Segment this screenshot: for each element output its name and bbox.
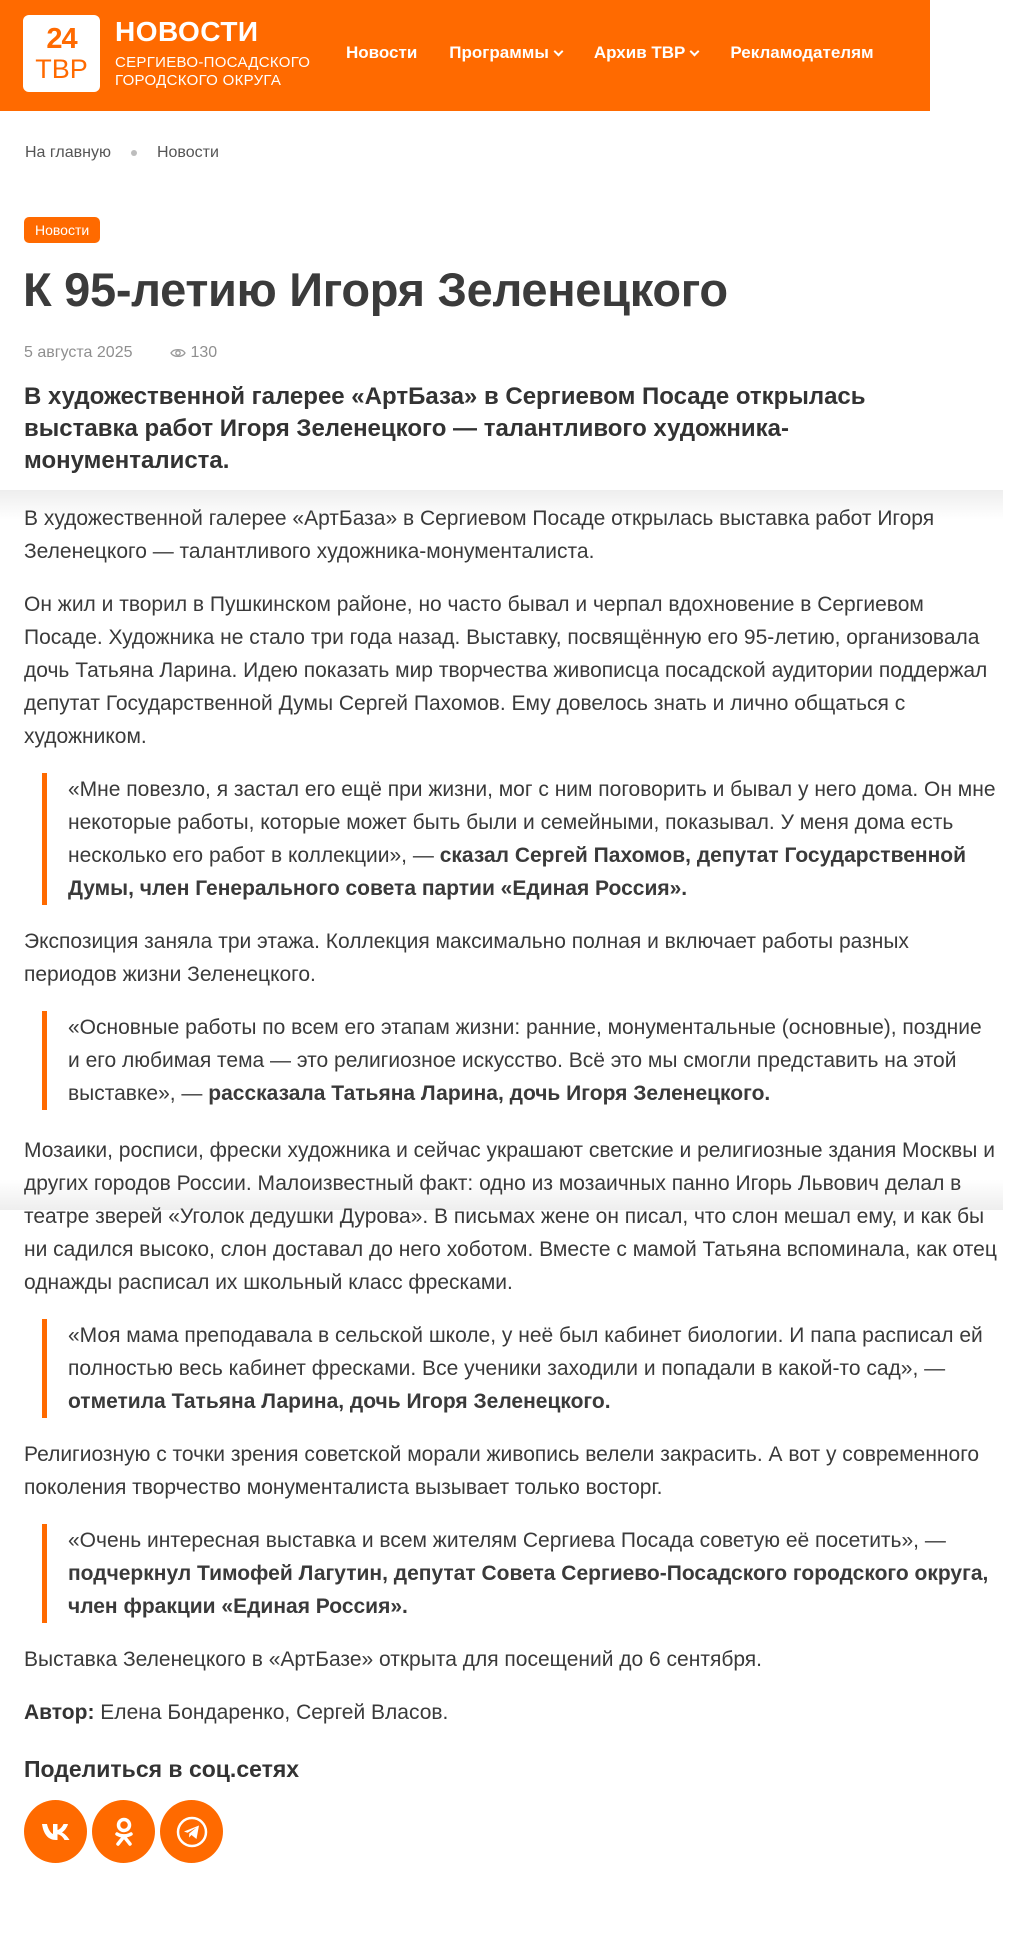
logo-text: ТВР [35, 53, 88, 84]
brand-subtitle [115, 54, 310, 90]
site-header [0, 0, 930, 111]
breadcrumb-home[interactable]: На главную [25, 144, 111, 161]
quote-text: «Мне повезло, я застал его ещё при жизни, мог с ним поговорить и бывал у него дома. Он мне некоторые работы, которые может быть были и семейными, показывал. У меня дома есть несколько его работ в коллекции», — [68, 778, 996, 867]
share-buttons [24, 1800, 999, 1863]
nav-label: Рекламодателям [730, 43, 874, 62]
nav-label: Архив ТВР [593, 43, 686, 62]
quote-text: «Очень интересная выставка и всем жителям Сергиева Посада советую её посетить», — [68, 1529, 946, 1552]
nav-label: Программы [449, 43, 549, 62]
logo[interactable] [23, 15, 100, 92]
chevron-down-icon [553, 46, 563, 56]
paragraph: В художественной галерее «АртБаза» в Сергиевом Посаде открылась выставка работ Игоря Зеленецкого — талантливого художника-монументалиста. [24, 507, 935, 563]
article-meta [24, 344, 217, 362]
views-count: 130 [190, 344, 218, 361]
quote-author: рассказала Татьяна Ларина, дочь Игоря Зеленецкого. [208, 1082, 771, 1105]
paragraph: Мозаики, росписи, фрески художника и сейчас украшают светские и религиозные здания Москвы и других городов России. Малоизвестный факт: одно из мозаичных панно Игорь Львович делал в театре зверей «Уголок дедушки Дурова». В письмах жене он писал, что слон мешал ему, и как бы ни садился высоко, слон доставал до него хоботом. Вместе с мамой Татьяна вспоминала, как отец однажды расписал их школьный класс фресками. [24, 1139, 997, 1294]
nav-label: Новости [346, 43, 418, 62]
category-badge[interactable]: Новости [24, 217, 100, 243]
vk-icon [41, 1823, 71, 1841]
article-lead: В художественной галерее «АртБаза» в Сергиевом Посаде открылась выставка работ Игоря Зеленецкого — талантливого художника-монументалиста. [24, 383, 866, 474]
paragraph: Религиозную с точки зрения советской морали живопись велели закрасить. А вот у современного поколения творчество монументалиста вызывает только восторг. [24, 1443, 980, 1499]
nav-news[interactable] [346, 43, 417, 63]
paragraph: Экспозиция заняла три этажа. Коллекция максимально полная и включает работы разных периодов жизни Зеленецкого. [24, 930, 909, 986]
quote-author: подчеркнул Тимофей Лагутин, депутат Совета Сергиево-Посадского городского округа, член фракции «Единая Россия». [68, 1562, 989, 1618]
quote-text: «Моя мама преподавала в сельской школе, у неё был кабинет биологии. И папа расписал ей полностью весь кабинет фресками. Все ученики заходили и попадали в какой-то сад», — [68, 1324, 983, 1380]
blockquote [42, 773, 999, 905]
eye-icon [170, 347, 186, 359]
logo-number: 24 [46, 22, 77, 55]
quote-author: сказал Сергей Пахомов, депутат Государственной Думы, член Генерального совета партии «Единая Россия». [68, 844, 966, 900]
blockquote [42, 1011, 999, 1110]
brand-subtitle-line: СЕРГИЕВО-ПОСАДСКОГО [115, 54, 311, 71]
breadcrumb [25, 144, 219, 162]
author-names: Елена Бондаренко, Сергей Власов. [94, 1701, 449, 1724]
share-ok-button[interactable] [92, 1800, 155, 1863]
nav-archive[interactable] [594, 43, 699, 63]
views-counter [170, 344, 217, 362]
page-title: К 95-летию Игоря Зеленецкого [23, 263, 728, 316]
quote-author: отметила Татьяна Ларина, дочь Игоря Зеленецкого. [68, 1390, 611, 1413]
odnoklassniki-icon [114, 1817, 134, 1847]
nav-advertisers[interactable] [730, 43, 873, 63]
author-line [24, 1696, 999, 1729]
paragraph: Он жил и творил в Пушкинском районе, но часто бывал и черпал вдохновение в Сергиевом Посаде. Художника не стало три года назад. Выставку, посвящённую его 95-летию, организовала дочь Татьяна Ларина. Идею показать мир творчества живописца посадской аудитории поддержал депутат Государственной Думы Сергей Пахомов. Ему довелось знать и лично общаться с художником. [24, 593, 988, 748]
breadcrumb-news[interactable]: Новости [156, 144, 219, 161]
nav-programs[interactable] [449, 43, 562, 63]
brand-title: НОВОСТИ [115, 16, 259, 47]
brand-subtitle-line: ГОРОДСКОГО ОКРУГА [115, 72, 282, 89]
telegram-icon [176, 1816, 208, 1848]
main-nav [346, 43, 906, 63]
share-telegram-button[interactable] [160, 1800, 223, 1863]
paragraph: Выставка Зеленецкого в «АртБазе» открыта для посещений до 6 сентября. [24, 1648, 762, 1671]
blockquote [42, 1524, 999, 1623]
breadcrumb-separator [131, 150, 137, 156]
blockquote [42, 1319, 999, 1418]
article-body [24, 502, 999, 1863]
publish-date: 5 августа 2025 [24, 344, 133, 361]
share-vk-button[interactable] [24, 1800, 87, 1863]
author-label: Автор: [24, 1701, 95, 1724]
share-title: Поделиться в соц.сетях [24, 1756, 300, 1782]
chevron-down-icon [690, 46, 700, 56]
brand[interactable] [115, 16, 310, 90]
quote-text: «Основные работы по всем его этапам жизни: ранние, монументальные (основные), поздние и его любимая тема — это религиозное искусство. Всё это мы смогли представить на этой выставке», — [68, 1016, 982, 1105]
